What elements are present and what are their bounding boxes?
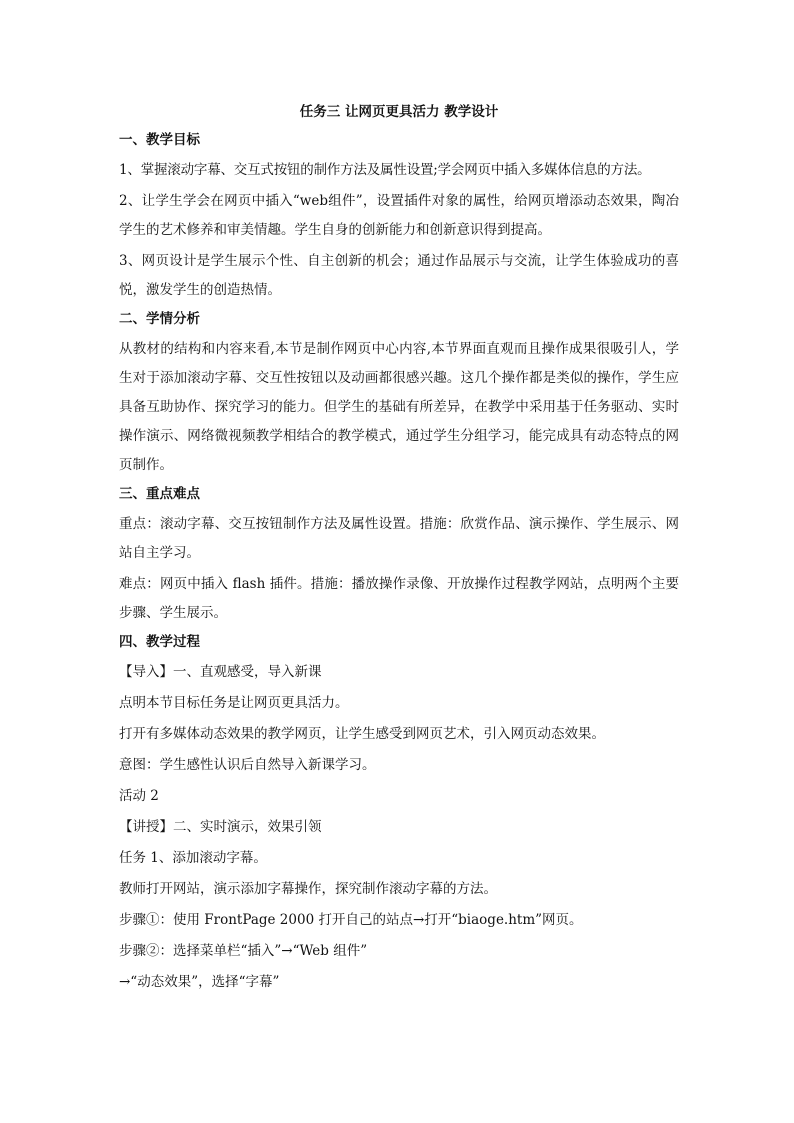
document-title: 任务三 让网页更具活力 教学设计 bbox=[299, 104, 499, 120]
goal-item-3: 3、网页设计是学生展示个性、自主创新的机会；通过作品展示与交流，让学生体验成功的喜悦，激发学生的创造热情。 bbox=[119, 253, 679, 298]
document-page bbox=[119, 98, 679, 997]
keypoints-focus: 重点：滚动字幕、交互按钮制作方法及属性设置。措施：欣赏作品、演示操作、学生展示、网站自主学习。 bbox=[119, 516, 679, 561]
goal-item-2: 2、让学生学会在网页中插入“web组件”，设置插件对象的属性，给网页增添动态效果，陶冶学生的艺术修养和审美情趣。学生自身的创新能力和创新意识得到提高。 bbox=[119, 193, 679, 238]
process-line: →“动态效果”，选择“字幕” bbox=[119, 974, 280, 990]
keypoints-difficulty: 难点：网页中插入 flash 插件。措施：播放操作录像、开放操作过程教学网站，点明两个主要步骤、学生展示。 bbox=[119, 576, 679, 621]
process-line: 活动 2 bbox=[119, 788, 159, 804]
heading-process: 四、教学过程 bbox=[119, 634, 200, 650]
process-line: 步骤②：选择菜单栏“插入”→“Web 组件” bbox=[119, 943, 368, 959]
analysis-paragraph: 从教材的结构和内容来看,本节是制作网页中心内容,本节界面直观而且操作成果很吸引人，学生对于添加滚动字幕、交互性按钮以及动画都很感兴趣。这几个操作都是类似的操作，学生应具备互助协作、探究学习的能力。但学生的基础有所差异，在教学中采用基于任务驱动、实时操作演示、网络微视频教学相结合的教学模式，通过学生分组学习，能完成具有动态特点的网页制作。 bbox=[119, 341, 679, 473]
process-line: 打开有多媒体动态效果的教学网页，让学生感受到网页艺术，引入网页动态效果。 bbox=[119, 726, 605, 742]
goal-item-1: 1、掌握滚动字幕、交互式按钮的制作方法及属性设置;学会网页中插入多媒体信息的方法。 bbox=[119, 162, 651, 178]
process-line: 任务 1、添加滚动字幕。 bbox=[119, 850, 267, 866]
process-line: 教师打开网站，演示添加字幕操作，探究制作滚动字幕的方法。 bbox=[119, 881, 497, 897]
process-line: 【导入】一、直观感受，导入新课 bbox=[119, 664, 322, 680]
heading-goals: 一、教学目标 bbox=[119, 132, 200, 148]
process-line: 步骤①：使用 FrontPage 2000 打开自己的站点→打开“biaoge.htm”网页。 bbox=[119, 912, 583, 928]
heading-keypoints: 三、重点难点 bbox=[119, 486, 200, 502]
process-line: 意图：学生感性认识后自然导入新课学习。 bbox=[119, 757, 376, 773]
process-line: 【讲授】二、实时演示，效果引领 bbox=[119, 819, 322, 835]
process-line: 点明本节目标任务是让网页更具活力。 bbox=[119, 695, 349, 711]
heading-analysis: 二、学情分析 bbox=[119, 311, 200, 327]
